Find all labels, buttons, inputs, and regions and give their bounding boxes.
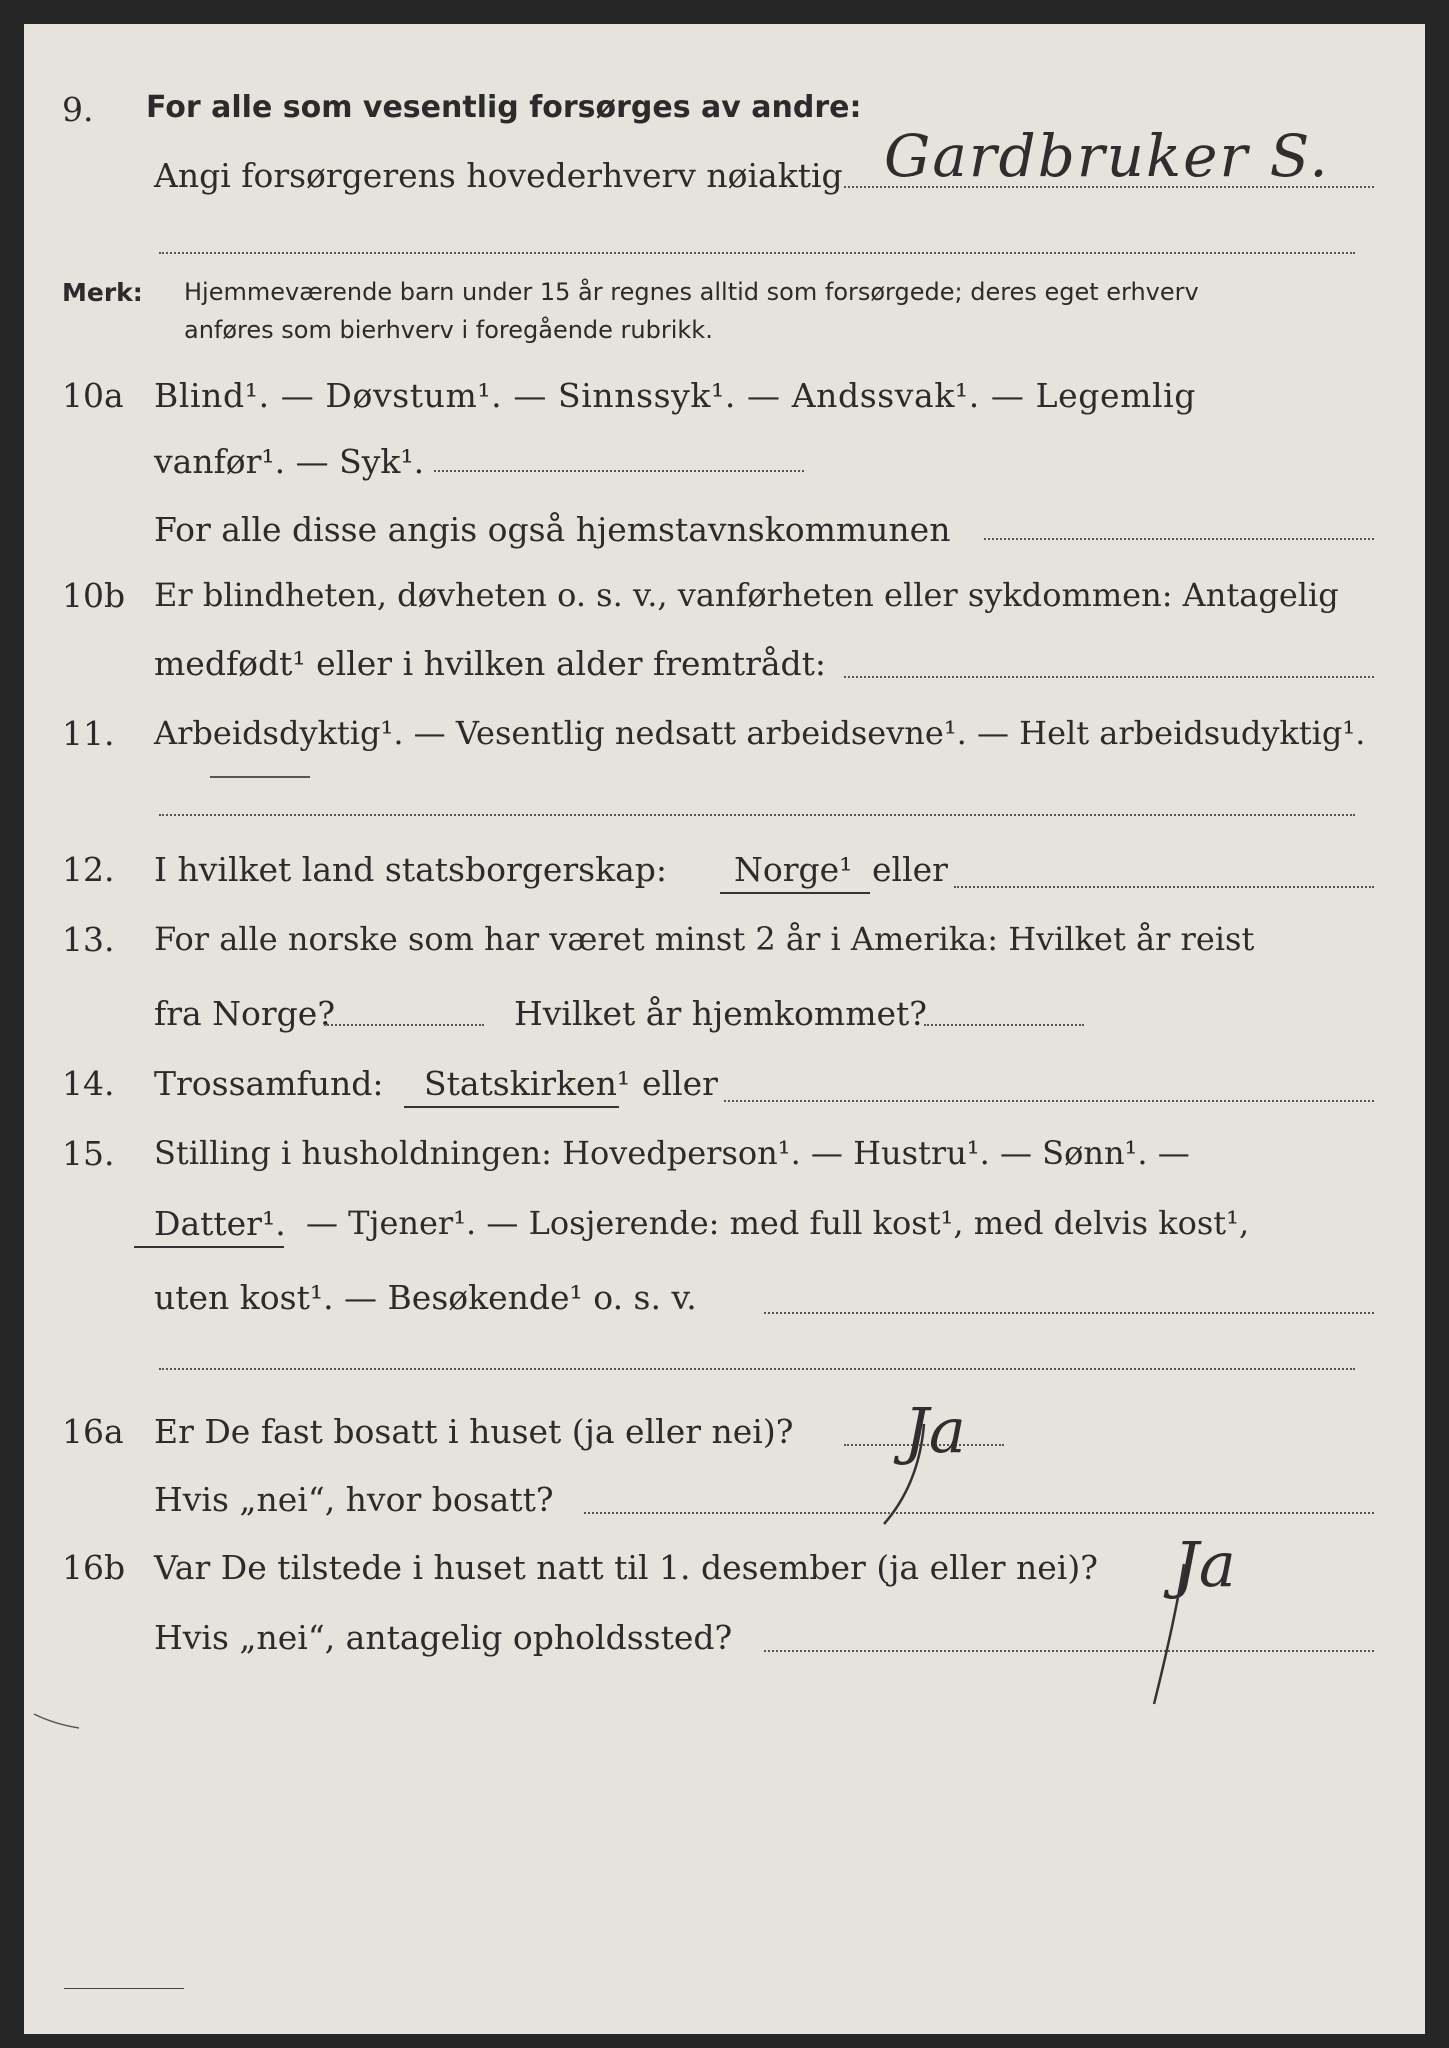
census-form-page [24,24,1425,2034]
option-statskirken: Statskirken¹ [424,1064,631,1103]
question-text: Trossamfund: [154,1064,384,1103]
note-text: anføres som bierhverv i foregående rubrikk. [184,316,713,344]
question-text: Hvilket år hjemkommet? [514,994,927,1033]
handwritten-answer: Gardbruker S. [884,122,1330,190]
question-text: For alle norske som har været minst 2 år i Amerika: Hvilket år reist [154,920,1255,958]
question-text: Er blindheten, døvheten o. s. v., vanførheten eller sykdommen: Antagelig [154,576,1339,614]
pen-stroke [34,1714,79,1728]
handwritten-answer: Ja [904,1394,966,1467]
question-text: Stilling i husholdningen: Hovedperson¹. — Hustru¹. — Sønn¹. — [154,1134,1190,1172]
question-text-tail: eller [642,1064,718,1103]
pen-stroke [884,1424,924,1524]
question-number: 14. [62,1064,115,1103]
question-number: 15. [62,1134,115,1173]
question-text: For alle disse angis også hjemstavnskommunen [154,510,951,549]
question-text: — Tjener¹. — Losjerende: med full kost¹, med delvis kost¹, [306,1204,1250,1242]
question-text: Hvis „nei“, antagelig opholdssted? [154,1618,733,1657]
option-norge: Norge¹ [734,850,853,889]
question-text: medfødt¹ eller i hvilken alder fremtrådt: [154,644,827,683]
question-text: Var De tilstede i huset natt til 1. desember (ja eller nei)? [154,1548,1098,1587]
option-datter: Datter¹. [154,1204,286,1243]
handwritten-answer: Ja [1174,1528,1236,1601]
question-number: 16b [62,1548,126,1587]
question-text: Blind¹. — Døvstum¹. — Sinnssyk¹. — Andssvak¹. — Legemlig [154,376,1197,415]
question-number: 11. [62,714,115,753]
question-text: fra Norge? [154,994,336,1033]
footnote-rule [64,1988,184,1989]
question-text: Angi forsørgerens hovederhverv nøiaktig [154,156,843,195]
question-number: 9. [62,90,94,129]
note-text: Hjemmeværende barn under 15 år regnes alltid som forsørgede; deres eget erhverv [184,278,1199,306]
question-number: 12. [62,850,115,889]
question-text: I hvilket land statsborgerskap: [154,850,668,889]
question-number: 13. [62,920,115,959]
question-number: 10a [62,376,124,415]
question-number: 16a [62,1412,124,1451]
question-text: uten kost¹. — Besøkende¹ o. s. v. [154,1278,697,1317]
note-label: Merk: [62,278,143,307]
question-number: 10b [62,576,126,615]
question-text: Hvis „nei“, hvor bosatt? [154,1480,554,1519]
question-text-tail: eller [872,850,948,889]
question-text: Arbeidsdyktig¹. — Vesentlig nedsatt arbeidsevne¹. — Helt arbeidsudyktig¹. [154,714,1366,752]
pen-stroke [1154,1564,1184,1704]
question-text: For alle som vesentlig forsørges av andre: [146,90,862,125]
pen-strokes [24,24,1425,2034]
question-text: vanfør¹. — Syk¹. [154,442,425,481]
question-text: Er De fast bosatt i huset (ja eller nei)? [154,1412,794,1451]
